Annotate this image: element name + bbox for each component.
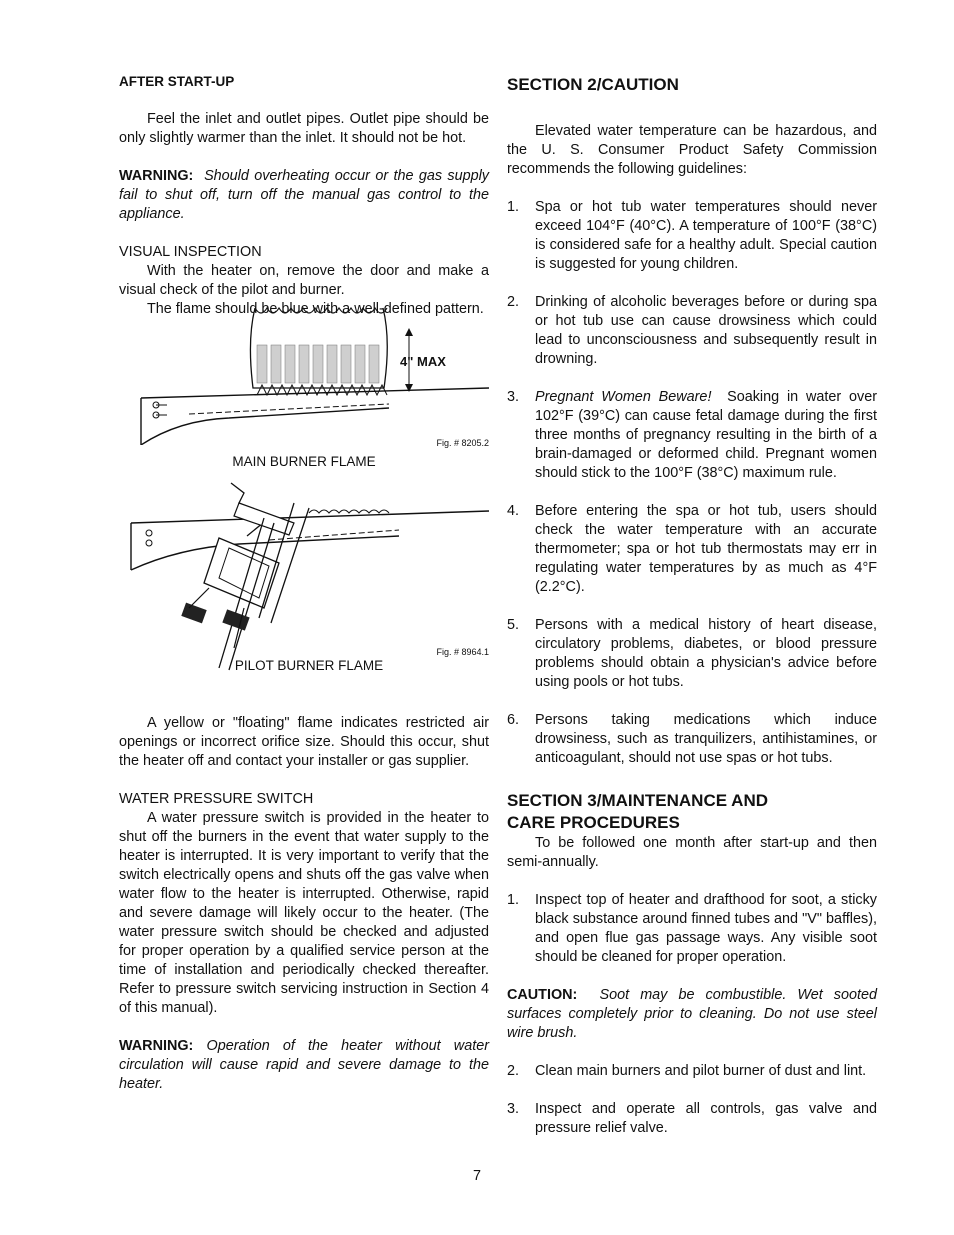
caution-soot [507,986,877,1043]
warning-text: Operation of the heater without water circulation will cause rapid and severe damage to the heater. [119,1038,490,1092]
warning-text: Should overheating occur or the gas supply fail to shut off, turn off the manual gas control to the appliance. [119,168,490,222]
item-text: Drinking of alcoholic beverages before or during spa or hot tub use can cause drowsiness which could lead to unconsciousness and subsequently result in drowning. [535,294,877,367]
page-number: 7 [472,1168,481,1184]
after-startup-heading: AFTER START-UP [119,74,235,89]
item-number: 1. [507,199,520,215]
item-number: 3. [507,1101,520,1117]
guideline-item [507,293,877,369]
maintenance-item [507,891,877,967]
main-burner-figure [119,300,489,469]
item-text: Soaking in water over 102°F (39°C) can cause fetal damage during the first three months of pregnancy resulting in the birth of a brain-damaged or deformed child. Pregnant women should stick to the 100°F (38°C) maximum rule. [535,389,878,481]
warning-label: WARNING: [119,1038,194,1054]
caution-label: CAUTION: [507,987,578,1003]
item-text: Spa or hot tub water temperatures should never exceed 104°F (40°C). A temperature of 100°F (38°C) is considered safe for a healthy adult. Special caution is suggested for young children. [535,199,877,272]
section2-heading: SECTION 2/CAUTION [507,75,679,94]
yellow-flame-paragraph: A yellow or "floating" flame indicates restricted air openings or incorrect orifice size. Should this occur, shut the heater off and contact your installer or gas supplier. [119,715,489,769]
guideline-item [507,388,877,483]
pilot-burner-caption: PILOT BURNER FLAME [234,658,384,673]
feel-pipes-paragraph: Feel the inlet and outlet pipes. Outlet pipe should be only slightly warmer than the inlet. It should not be hot. [119,111,489,146]
visual-paragraph-2: The flame should be blue with a well-defined pattern. [147,301,484,317]
warning-label: WARNING: [119,168,194,184]
item-number: 2. [507,294,520,310]
fig-number-8964: Fig. # 8964.1 [436,647,489,657]
item-number: 2. [507,1063,520,1079]
item-number: 6. [507,712,520,728]
item-text: Inspect top of heater and drafthood for soot, a sticky black substance around finned tubes and "V" baffles), and open flue gas passage ways. Any visible soot should be cleaned for proper operation. [535,892,877,965]
item-text: Persons with a medical history of heart disease, circulatory problems, diabetes, or blood pressure problems should obtain a physician's advice before using pools or hot tubs. [535,617,877,690]
item-number: 1. [507,892,520,908]
caution-text: Soot may be combustible. Wet sooted surfaces completely prior to cleaning. Do not use steel wire brush. [507,987,877,1041]
water-pressure-switch-heading: WATER PRESSURE SWITCH [119,791,314,807]
item-lead: Pregnant Women Beware! [535,389,712,405]
maintenance-item [507,1062,877,1081]
item-text: Persons taking medications which induce drowsiness, such as tranquilizers, antihistamines, or anticoagulant, should not use spas or hot tubs. [535,712,877,766]
item-number: 3. [507,389,520,405]
item-number: 5. [507,617,520,633]
guideline-item [507,711,877,768]
warning-water-circulation [119,1037,489,1094]
main-burner-caption: MAIN BURNER FLAME [232,454,376,469]
item-text: Inspect and operate all controls, gas valve and pressure relief valve. [535,1101,877,1136]
section3-intro: To be followed one month after start-up and then semi-annually. [507,835,877,870]
guideline-item [507,198,877,274]
fig-number-8205: Fig. # 8205.2 [436,438,489,448]
section2-intro: Elevated water temperature can be hazardous, and the U. S. Consumer Product Safety Commission recommends the following guidelines: [507,123,877,177]
item-text-wrapper [535,388,877,483]
guideline-item [507,502,877,597]
left-column [119,72,489,1094]
guideline-item [507,616,877,692]
warning-overheating [119,167,489,224]
max-height-label: 4" MAX [400,354,446,369]
item-number: 4. [507,503,520,519]
right-column [507,74,877,1138]
visual-paragraph-1: With the heater on, remove the door and make a visual check of the pilot and burner. [119,263,489,298]
pilot-burner-illustration [119,478,489,678]
section3-heading-line2: CARE PROCEDURES [507,813,680,832]
item-text: Clean main burners and pilot burner of dust and lint. [535,1063,867,1079]
water-pressure-switch-paragraph: A water pressure switch is provided in the heater to shut off the burners in the event that water supply to the heater is interrupted. It is very important to verify that the switch electrically opens and shuts off the gas valve when water flow to the heater is interrupted. Otherwise, rapid and severe damage will likely occur to the heater. (The water pressure switch should be checked and adjusted for proper operation by a qualified service person at the time of installation and periodically checked thereafter. Refer to pressure switch servicing instruction in Section 4 of this manual). [119,810,489,1016]
section3-heading-line1: SECTION 3/MAINTENANCE AND [507,791,768,810]
visual-inspection-heading: VISUAL INSPECTION [119,244,262,260]
main-burner-illustration [119,300,489,445]
maintenance-item [507,1100,877,1138]
pilot-burner-figure [119,478,489,714]
item-text: Before entering the spa or hot tub, users should check the water temperature with an accurate thermometer; spa or hot tub thermostats may err in regulating water temperatures by as much as 4°F (2.2°C). [535,503,877,595]
